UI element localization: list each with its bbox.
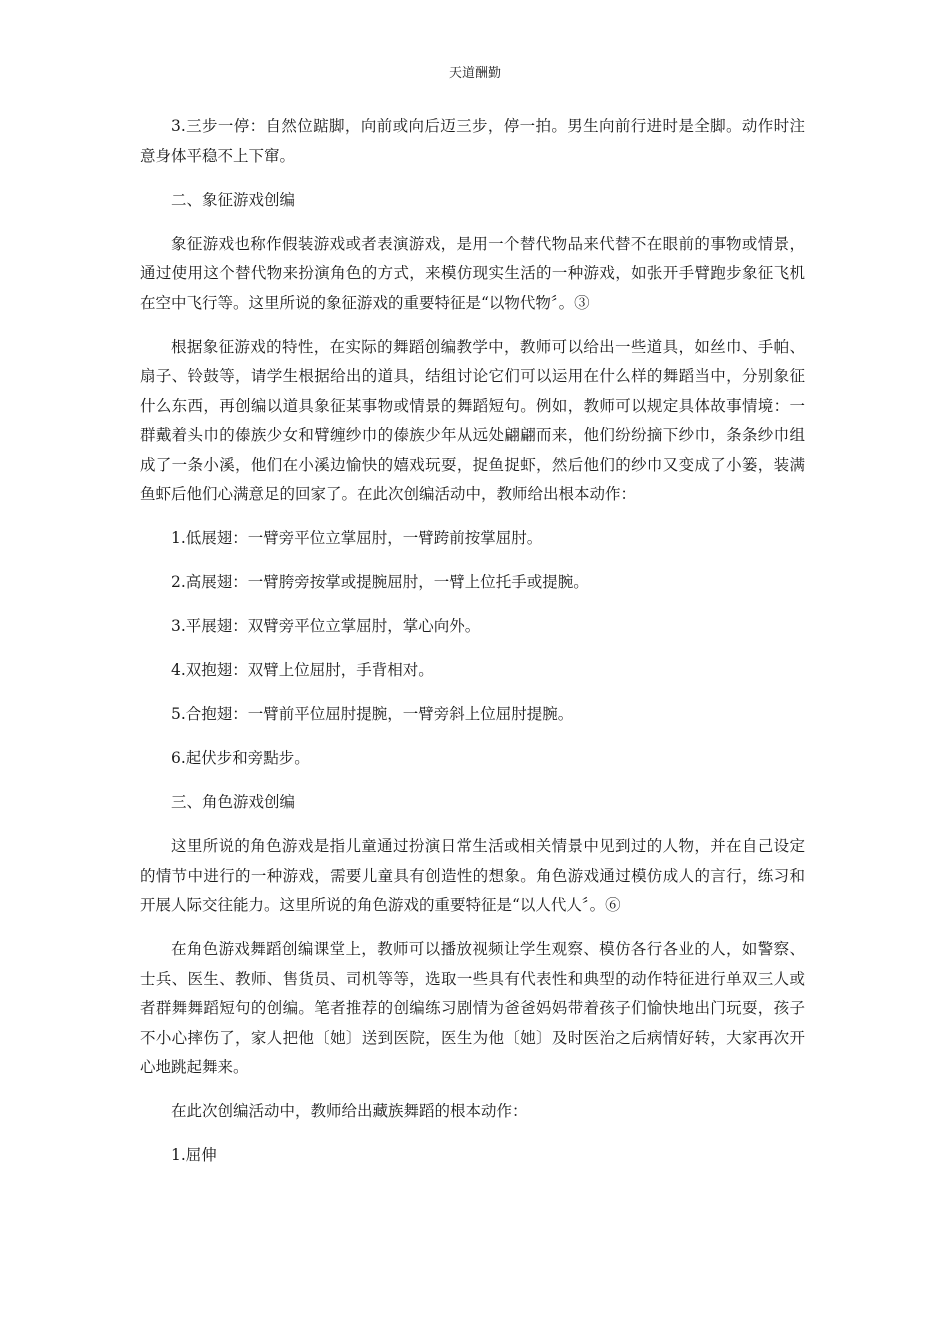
list-item-closed-hold-wing: 5.合抱翅：一臂前平位屈肘提腕，一臂旁斜上位屈肘提腕。 bbox=[171, 705, 574, 723]
document-body bbox=[140, 112, 805, 1185]
section-heading-symbolic-game: 二、象征游戏创编 bbox=[171, 190, 296, 209]
list-item-high-wing: 2.高展翅：一臂胯旁按掌或提腕屈肘，一臂上位托手或提腕。 bbox=[171, 573, 589, 591]
paragraph-step-three-pause: 3.三步一停：自然位踮脚，向前或向后迈三步，停一拍。男生向前行进时是全脚。动作时注意身体平稳不上下窜。 bbox=[140, 117, 805, 165]
list-item-double-hold-wing: 4.双抱翅：双臂上位屈肘，手背相对。 bbox=[171, 661, 434, 679]
page-header: 天道酬勤 bbox=[448, 66, 501, 81]
list-item-flat-wing: 3.平展翅：双臂旁平位立掌屈肘，掌心向外。 bbox=[171, 617, 481, 635]
paragraph-tibetan-dance-intro: 在此次创编活动中，教师给出藏族舞蹈的根本动作： bbox=[171, 1102, 528, 1120]
paragraph-symbolic-game-definition: 象征游戏也称作假装游戏或者表演游戏，是用一个替代物品来代替不在眼前的事物或情景，通过使用这个替代物来扮演角色的方式，来模仿现实生活的一种游戏，如张开手臂跑步象征飞机在空中飞行等。这里所说的象征游戏的重要特征是“以物代物〞。③ bbox=[140, 234, 805, 312]
section-heading-role-game: 三、角色游戏创编 bbox=[171, 793, 296, 811]
list-item-rise-fall-step: 6.起伏步和旁點步。 bbox=[171, 749, 310, 767]
list-item-low-wing: 1.低展翅：一臂旁平位立掌屈肘，一臂跨前按掌屈肘。 bbox=[171, 529, 543, 547]
paragraph-role-game-classroom: 在角色游戏舞蹈创编课堂上，教师可以播放视频让学生观察、模仿各行各业的人，如警察、士兵、医生、教师、售货员、司机等等，选取一些具有代表性和典型的动作特征进行单双三人或者群舞舞蹈短句的创编。笔者推荐的创编练习剧情为爸爸妈妈带着孩子们愉快地出门玩耍，孩子不小心摔伤了，家人把他〔她〕送到医院，医生为他〔她〕及时医治之后病情好转，大家再次开心地跳起舞来。 bbox=[140, 940, 805, 1076]
paragraph-role-game-definition: 这里所说的角色游戏是指儿童通过扮演日常生活或相关情景中见到过的人物，并在自己设定的情节中进行的一种游戏，需要儿童具有创造性的想象。角色游戏通过模仿成人的言行，练习和开展人际交往能力。这里所说的角色游戏的重要特征是“以人代人〞。⑥ bbox=[140, 837, 805, 914]
list-item-bend-stretch: 1.屈伸 bbox=[171, 1146, 217, 1164]
paragraph-symbolic-game-teaching: 根据象征游戏的特性，在实际的舞蹈创编教学中，教师可以给出一些道具，如丝巾、手帕、扇子、铃鼓等，请学生根据给出的道具，结组讨论它们可以运用在什么样的舞蹈当中，分别象征什么东西，再创编以道具象征某事物或情景的舞蹈短句。例如，教师可以规定具体故事情境：一群戴着头巾的傣族少女和臂缠纱巾的傣族少年从远处翩翩而来，他们纷纷摘下纱巾，条条纱巾组成了一条小溪，他们在小溪边愉快的嬉戏玩耍，捉鱼捉虾，然后他们的纱巾又变成了小篓，装满鱼虾后他们心满意足的回家了。在此次创编活动中，教师给出根本动作： bbox=[140, 337, 805, 503]
